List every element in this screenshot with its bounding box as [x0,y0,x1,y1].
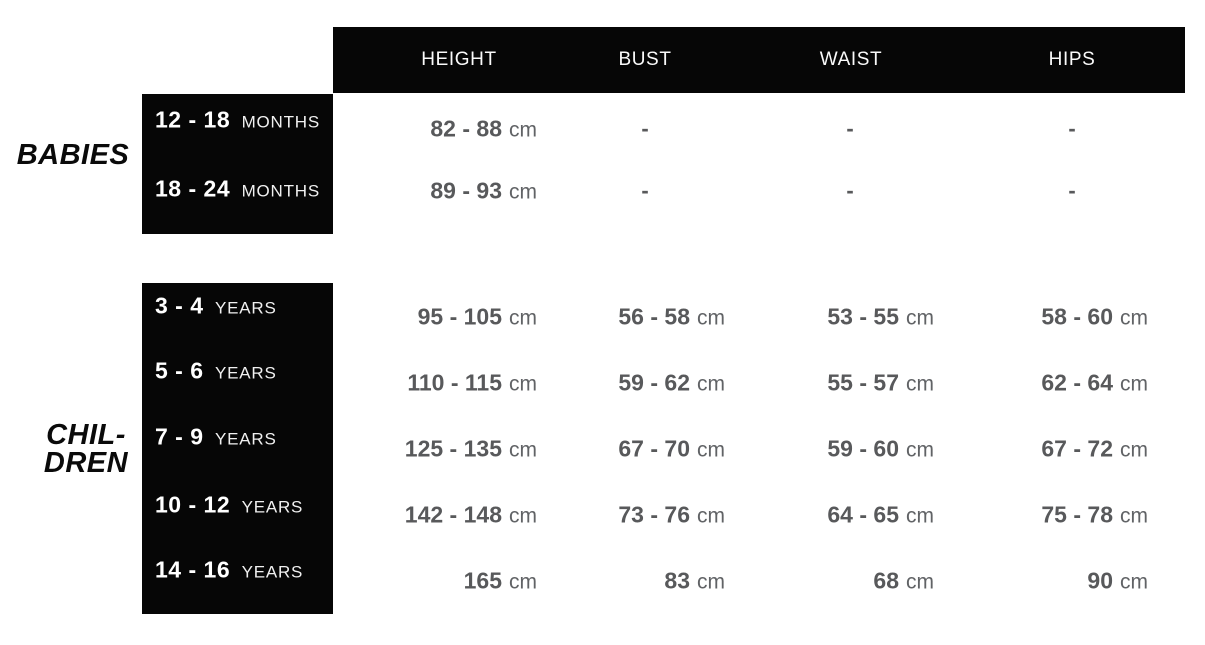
age-range: 10 - 12 [155,491,231,518]
age-row [155,424,277,451]
waist-cell [827,436,934,463]
group-label-line: DREN [43,447,129,479]
age-range-unit: YEARS [214,429,277,449]
height-value: 110 - 115 [407,369,502,396]
hips-value: 67 - 72 [1041,435,1113,462]
group-label-line: CHIL- [46,419,126,451]
height-value: 125 - 135 [404,435,502,462]
table-header-bar [333,27,1185,93]
height-value: 142 - 148 [404,501,502,528]
waist-value: 53 - 55 [827,303,899,330]
children-age-box [142,283,333,614]
height-value: 82 - 88 [430,115,502,142]
unit-label: cm [509,438,537,462]
unit-label: cm [509,570,537,594]
column-header-bust: BUST [618,49,672,70]
age-range: 5 - 6 [155,357,204,384]
bust-value: 67 - 70 [618,435,690,462]
hips-cell [1087,568,1148,595]
waist-value: 64 - 65 [827,501,899,528]
age-range-unit: YEARS [214,298,277,318]
unit-label: cm [1120,438,1148,462]
age-range: 18 - 24 [155,175,231,202]
unit-label: cm [697,306,725,330]
hips-cell [1041,502,1148,529]
unit-label: cm [697,372,725,396]
age-range-unit: MONTHS [241,112,321,132]
age-row [155,176,320,203]
height-cell [407,370,537,397]
waist-cell [873,568,934,595]
age-row [155,293,277,320]
bust-value: 59 - 62 [618,369,690,396]
height-cell [405,436,537,463]
age-row [155,557,303,584]
bust-value: 56 - 58 [618,303,690,330]
waist-value: 68 [873,567,899,594]
bust-value: 73 - 76 [618,501,690,528]
unit-label: cm [509,118,537,142]
hips-value: 90 [1087,567,1113,594]
column-header-waist: WAIST [819,49,883,70]
waist-cell [827,370,934,397]
unit-label: cm [509,504,537,528]
hips-value: 62 - 64 [1041,369,1113,396]
height-cell [464,568,537,595]
height-cell [405,502,537,529]
height-value: 89 - 93 [430,177,502,204]
unit-label: cm [697,438,725,462]
height-cell [430,116,537,143]
hips-cell [1041,370,1148,397]
age-row [155,358,277,385]
column-header-hips: HIPS [1048,49,1096,70]
age-range: 3 - 4 [155,292,204,319]
waist-cell [827,304,934,331]
waist-cell [827,502,934,529]
age-row [155,492,303,519]
unit-label: cm [509,180,537,204]
age-range-unit: YEARS [241,497,304,517]
unit-label: cm [697,504,725,528]
unit-label: cm [509,372,537,396]
unit-label: cm [1120,306,1148,330]
age-range-unit: MONTHS [241,181,321,201]
unit-label: cm [509,306,537,330]
bust-cell [618,370,725,397]
unit-label: cm [697,570,725,594]
height-value: 165 [463,567,502,594]
hips-cell [1041,436,1148,463]
babies-age-box [142,94,333,234]
waist-value: 55 - 57 [827,369,899,396]
bust-cell [618,502,725,529]
height-cell [430,178,537,205]
age-range: 7 - 9 [155,423,204,450]
hips-value: 58 - 60 [1041,303,1113,330]
column-header-height: HEIGHT [421,49,497,70]
waist-cell: - [846,116,854,141]
age-range: 12 - 18 [155,106,231,133]
waist-cell: - [846,178,854,203]
age-range-unit: YEARS [241,562,304,582]
hips-cell: - [1068,178,1076,203]
unit-label: cm [906,438,934,462]
bust-value: 83 [664,567,690,594]
age-row [155,107,320,134]
hips-cell [1041,304,1148,331]
bust-cell: - [641,116,649,141]
bust-cell [618,304,725,331]
unit-label: cm [906,570,934,594]
group-label-children [40,421,132,477]
unit-label: cm [1120,372,1148,396]
hips-value: 75 - 78 [1041,501,1113,528]
bust-cell: - [641,178,649,203]
age-range: 14 - 16 [155,556,231,583]
bust-cell [664,568,725,595]
group-label-babies: BABIES [16,139,130,171]
waist-value: 59 - 60 [827,435,899,462]
unit-label: cm [906,504,934,528]
unit-label: cm [906,306,934,330]
height-value: 95 - 105 [417,303,502,330]
height-cell [418,304,537,331]
age-range-unit: YEARS [214,363,277,383]
unit-label: cm [906,372,934,396]
unit-label: cm [1120,570,1148,594]
hips-cell: - [1068,116,1076,141]
bust-cell [618,436,725,463]
unit-label: cm [1120,504,1148,528]
